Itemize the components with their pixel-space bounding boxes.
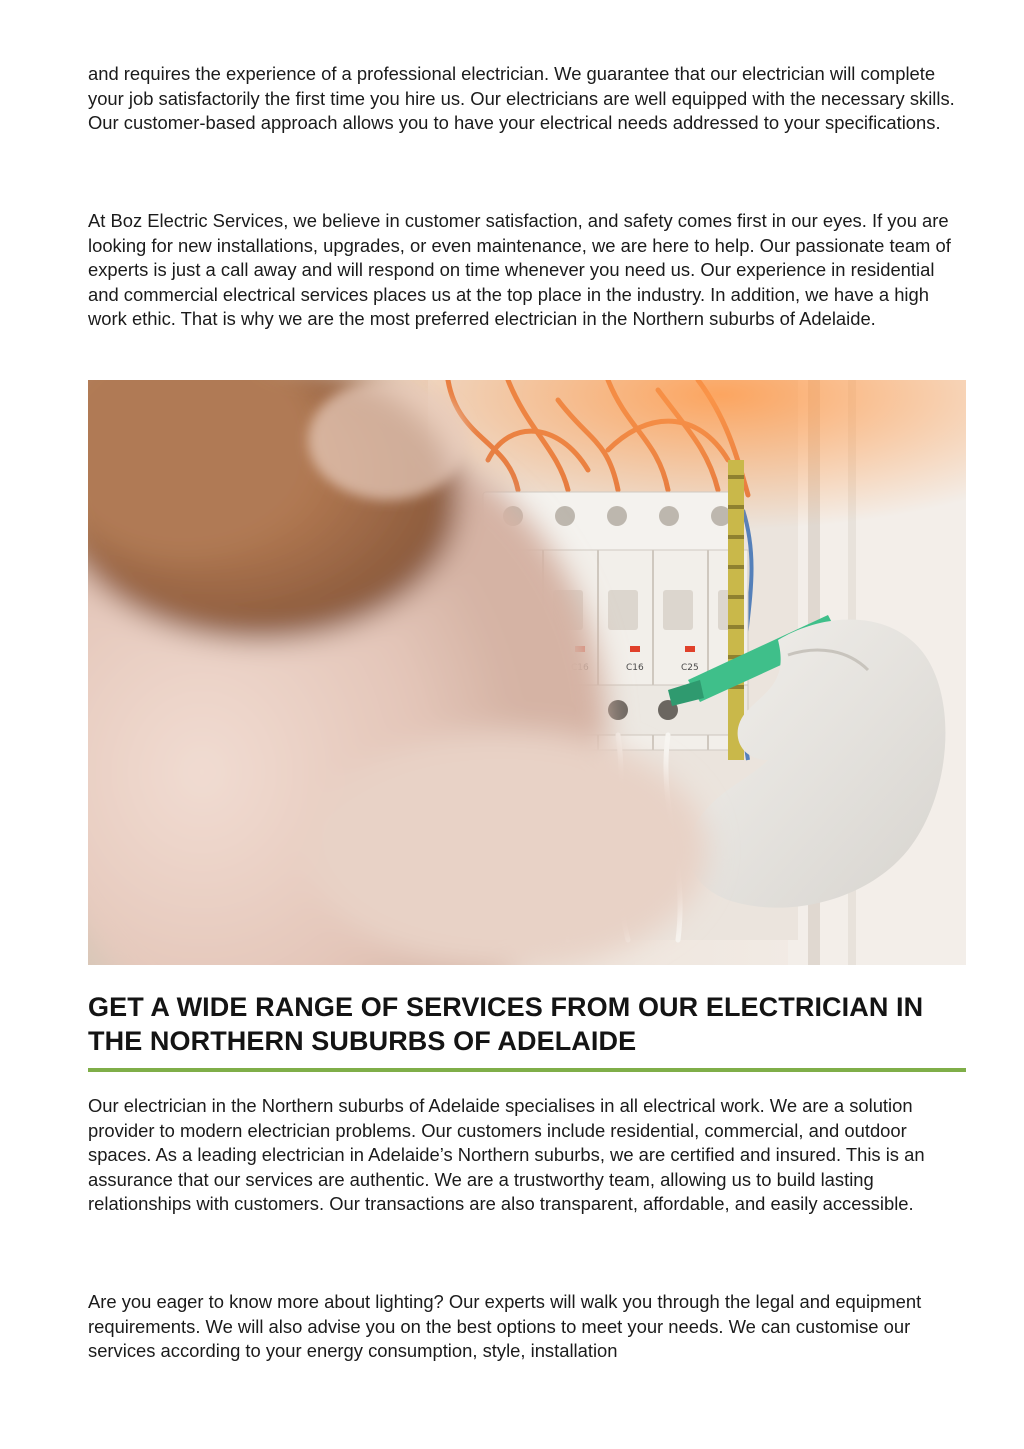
section-heading: GET A WIDE RANGE OF SERVICES FROM OUR ELECTRICIAN IN THE NORTHERN SUBURBS OF ADELAIDE	[88, 992, 924, 1056]
breaker-label-5: C25	[681, 663, 699, 673]
paragraph-about-boz: At Boz Electric Services, we believe in customer satisfaction, and safety comes first in our eyes. If you are looking for new installations, upgrades, or even maintenance, we are here to help. Our passionate team of experts is just a call away and will respond on time whenever you need us. Our experience in residential and commercial electrical services places us at the top place in the industry. In addition, we have a high work ethic. That is why we are the most preferred electrician in the Northern suburbs of Adelaide.	[88, 210, 951, 330]
heading-underline	[88, 1068, 966, 1072]
breaker-label-4: C16	[626, 663, 644, 673]
paragraph-lighting: Are you eager to know more about lighting? Our experts will walk you through the legal and equipment requirements. We will also advise you on the best options to meet your needs. We can customise our services according to your energy consumption, style, installation	[88, 1291, 922, 1362]
paragraph-services-overview: Our electrician in the Northern suburbs of Adelaide specialises in all electrical work. We are a solution provider to modern electrician problems. Our customers include residential, commercial, and outdoor spaces. As a leading electrician in Adelaide’s Northern suburbs, we are certified and insured. This is an assurance that our services are authentic. We are a trustworthy team, allowing us to build lasting relationships with customers. Our transactions are also transparent, affordable, and easily accessible.	[88, 1095, 925, 1215]
paragraph-intro-continued: and requires the experience of a professional electrician. We guarantee that our electrician will complete your job satisfactorily the first time you hire us. Our electricians are well equipped with the necessary skills. Our customer-based approach allows you to have your electrical needs addressed to your specifications.	[88, 63, 955, 134]
electrician-working-photo	[88, 380, 966, 965]
electrician-photo-illustration	[88, 380, 966, 965]
